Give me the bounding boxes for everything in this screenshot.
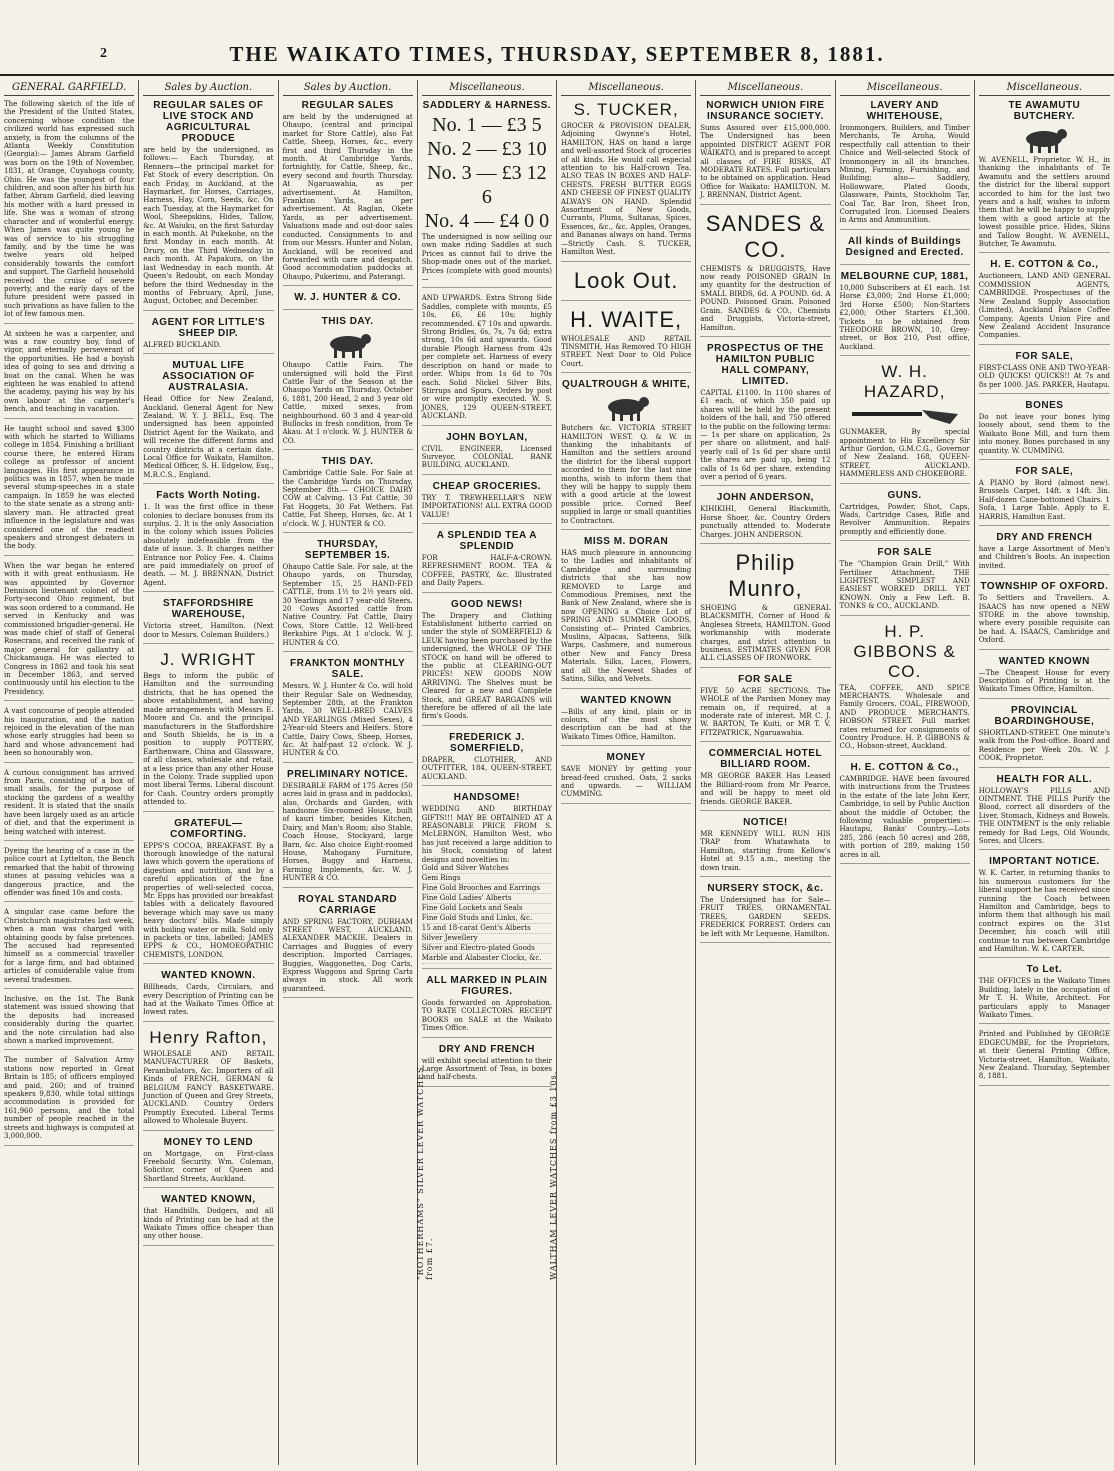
masthead <box>0 42 1114 72</box>
ad-body: 10,000 Subscribers at £1 each. 1st Horse £3,000; 2nd Horse £1,000; 3rd Horse £500; Non-Starters £2,000; Other Starters £1,300. Tickets to be obtained from THEODORE BROWN, 10, Grey-street, or Box 210, Post office, Auckland. <box>839 283 970 351</box>
advertisement-block <box>700 674 830 742</box>
ad-title: WANTED KNOWN, <box>161 1194 256 1206</box>
ad-title: DRY AND FRENCH <box>438 1043 535 1055</box>
list-item: Gold and Silver Watches <box>422 864 552 874</box>
page-number: 2 <box>100 46 109 61</box>
ad-title: FOR SALE, <box>1015 465 1074 477</box>
price-item: No. 3 — £3 12 6 <box>427 162 547 208</box>
ad-title: FREDERICK J. SOMERFIELD, <box>449 731 525 754</box>
ad-body: DESIRABLE FARM of 175 Acres (50 acres laid in grass and in paddocks), also, Orchards and Garden, with handsome Six-roomed House, built of kauri timber, besides Kitchen, Dairy, and Man's Room; also Stable, Coach House, Stockyard, large Barn, &c. Also choice Eight-roomed House, Mahogany Furniture, Horses, Buggy and Harness, Farming Implements, &c. W. J. HUNTER & CO. <box>282 781 413 883</box>
advertisement-block <box>700 550 830 668</box>
column-8 <box>975 80 1114 1465</box>
advertisement-block <box>840 547 970 615</box>
advertisement-block <box>283 456 413 533</box>
advertisement-block <box>700 748 830 811</box>
ad-title: J. WRIGHT <box>160 650 257 670</box>
ad-title: MONEY TO LEND <box>163 1136 254 1148</box>
ad-title: HANDSOME! <box>453 792 520 804</box>
ad-body: CIVIL ENGINEER, Licensed Surveyor, COLONIAL BANK BUILDING, AUCKLAND. <box>421 444 552 470</box>
ad-title: H. P. GIBBONS & CO. <box>853 621 956 681</box>
column-6 <box>696 80 835 1465</box>
ad-body: Auctioneers, LAND AND GENERAL COMMISSION AGENTS, CAMBRIDGE. Prospectuses of the New Zealand Supply Association (Limited), Auckland Palace Coffee Company. Agents Union Fire and New Zealand Accident Insurance Companies. <box>978 272 1110 340</box>
ad-title: WANTED KNOWN <box>998 655 1090 667</box>
column-3 <box>279 80 418 1465</box>
price-list <box>422 113 552 233</box>
advertisement-block <box>4 847 134 902</box>
ad-body: SAVE MONEY by getting your bread-feed crushed. Oats, 2 sacks and upwards. — WILLIAM CUMMING. <box>561 765 692 799</box>
ad-title: NORWICH UNION FIRE INSURANCE SOCIETY. <box>706 100 825 122</box>
ad-body: —The Cheapest House for every Description of Printing is at the Waikato Times Office, Hamilton. <box>978 668 1110 694</box>
advertisement-block <box>283 894 413 999</box>
ad-title: JOHN ANDERSON, <box>716 492 814 504</box>
ad-body: WHOLESALE AND RETAIL TINSMITH, Has Removed TO HIGH STREET. Next Door to Old Police Court. <box>561 334 692 368</box>
ad-title: H. WAITE, <box>570 306 683 332</box>
ad-body: CHEMISTS & DRUGGISTS, Have now ready POISONED GRAIN In any quantity for the destruction of SMALL BIRDS, 6d. A POUND. 6d. A POUND. Poisoned Grain. Poisoned Grain. SANDES & CO., Chemists and Druggists, Victoria-street, Hamilton. <box>700 264 831 332</box>
ad-title: WANTED KNOWN <box>580 694 672 706</box>
advertisement-block <box>561 752 691 804</box>
ad-body: Do not leave your bones lying loosely about, send them to the Waikato Bone Mill, and turn them into money. Bones purchased in any quantity. W. CUMMING. <box>978 412 1110 455</box>
advertisement-block <box>143 360 273 484</box>
ad-body: Billheads, Cards, Circulars, and every Description of Printing can be had at the Waikato Times Office at lowest rates. <box>143 983 274 1017</box>
ad-title: MISS M. DORAN <box>583 536 669 547</box>
advertisement-block <box>143 1137 273 1189</box>
advertisement-block <box>979 705 1110 768</box>
advertisement-block <box>979 532 1110 575</box>
ad-body: Ohaupo Cattle Sale. For sale, at the Ohaupo yards, on Thursday, September 15, 25 HAND-FED CATTLE, from 1½ to 2½ years old. 30 Yearlings and 17 year-old Steers. 20 Cows Assorted cattle from Native Country. Fat Cattle, Dairy Cows, Store Cattle. 12 Well-bred Berkshire Pigs. At 1 o'clock. W. J. HUNTER & CO. <box>282 563 413 647</box>
ad-body: Inclusive, on the 1st. The Bank statement was issued showing that the deposits had increased considerably during the quarter, and the note circulation had also shown a marked improvement. <box>4 995 135 1046</box>
item-list <box>422 864 552 964</box>
columns-container <box>0 80 1114 1471</box>
price-item: No. 4 — £4 0 0 <box>424 210 550 232</box>
ad-body: EPPS'S COCOA, BREAKFAST. By a thorough knowledge of the natural laws which govern the operations of digestion and nutrition, and by a careful application of the fine properties of well-selected cocoa, Mr. Epps has provided our breakfast tables with a delicately flavoured beverage which may save us many heavy doctors' bills. Made simply with boiling water or milk. Sold only in packets or tins, labelled: JAMES EPPS & CO., HOMOEOPATHIC CHEMISTS, LONDON. <box>143 841 274 959</box>
ad-title: Philip Munro, <box>728 550 803 601</box>
advertisement-block <box>840 622 970 756</box>
ad-title: TE AWAMUTU BUTCHERY. <box>1008 100 1081 122</box>
ad-body: SHORTLAND-STREET. One minute's walk from the Post-office. Board and Residence per Week 20s. W. J. COOK, Proprietor. <box>978 728 1110 763</box>
ad-title: REGULAR SALES OF LIVE STOCK AND AGRICULTURAL PRODUCE <box>153 100 264 144</box>
ad-body: on Mortgage, on First-class Freehold Security. Wm. Coleman, Solicitor, corner of Queen and Shortland Streets, Auckland. <box>143 1149 274 1183</box>
advertisement-block <box>422 792 552 969</box>
ad-title: IMPORTANT NOTICE. <box>989 856 1100 868</box>
advertisement-block <box>4 995 134 1050</box>
column-2 <box>139 80 278 1465</box>
ad-body: The Undersigned has for Sale— FRUIT TREES, ORNAMENTAL TREES, GARDEN SEEDS. FREDERICK FORREST. Orders can be left with Mr Lequesne, Hamilton. <box>700 895 831 938</box>
advertisement-block <box>561 307 691 374</box>
ad-body: When the war began he entered with it with great enthusiasm. He was appointed by Governor Dennison lieutenant colonel of the Forty-second Ohio regiment, but was soon ordered to a command. He served in Kentucky and was commissioned brigadier-general. He was made chief of staff of General Rosecrans, and received the rank of major general for gallantry at Chickamauga. He was elected to Congress in 1862 and took his seat in December 1863, and served continuously until his election to the Presidency. <box>4 561 135 696</box>
ad-body: will exhibit special attention to their Large Assortment of Teas, in boxes and half-chests. <box>421 1056 552 1082</box>
ad-title: S. TUCKER, <box>573 100 679 119</box>
ad-body: W. K. Carter, in returning thanks to his numerous customers for the liberal support he has received since running the Coach between Hamilton and Cambridge, begs to inform them that although his mail contract expires on the 31st December, his coach will still continue to run between Cambridge and Hamilton. W. K. CARTER. <box>978 869 1110 953</box>
advertisement-block <box>422 294 552 425</box>
ad-title: Facts Worth Noting. <box>156 490 261 502</box>
ad-title: QUALTROUGH & WHITE, <box>562 379 691 391</box>
advertisement-block <box>979 259 1110 344</box>
ad-title: GUNS. <box>887 489 922 501</box>
ad-title: MUTUAL LIFE ASSOCIATION OF AUSTRALASIA. <box>162 360 255 394</box>
advertisement-block <box>700 883 830 943</box>
ad-body: A vast concourse of people attended his inauguration, and the nation rejoiced in the elevation of the man whose early struggles had been so hard and whose advancement had been so honourably won. <box>4 707 135 758</box>
ad-body: Cartridges, Powder, Shot, Caps, Wads, Cartridge Cases, Rifle and Revolver Ammunition. Repairs promptly and efficiently done. <box>839 502 970 536</box>
masthead-rule <box>0 74 1114 76</box>
column-heading: Miscellaneous. <box>700 80 830 96</box>
advertisement-block <box>561 268 691 301</box>
ad-title: H. E. COTTON & Co., <box>850 761 959 773</box>
ad-title: CHEAP GROCERIES. <box>432 480 542 492</box>
column-heading: Miscellaneous. <box>422 80 552 96</box>
ad-title: NURSERY STOCK, &c. <box>707 882 824 894</box>
ad-title: REGULAR SALES <box>301 100 394 111</box>
advertisement-block <box>700 343 830 486</box>
price-item: No. 2 — £3 10 <box>427 138 547 160</box>
ad-body: Dyeing the hearing of a case in the police court at Lyttelton, the Bench remarked that the habit of throwing stones at passing vehicles was a dangerous practice, and the offender was fined 10s and costs. <box>4 846 135 897</box>
cow-icon <box>1014 124 1074 154</box>
ad-title: To Let. <box>1026 964 1063 976</box>
ad-body: FOR HALF-A-CROWN. REFRESHMENT ROOM. TEA & COFFEE, PASTRY, &c. Illustrated and Daily Papers. <box>421 553 552 588</box>
ad-title: THIS DAY. <box>321 316 374 328</box>
ad-body: TRY T. TREWHEELLAR'S NEW IMPORTATIONS! ALL EXTRA GOOD VALUE! <box>421 493 552 519</box>
ad-body: W. AVENELL, Proprietor. W. H., in thanking the inhabitants of Te Awamutu and the settlers around the district for the liberal support accorded to him for the last two years and a half, wishes to inform them that he will be happy to supply them with a good article at the lowest possible price. Hides, Skins and Tallow Bought. W. AVENELL, Butcher, Te Awamutu. <box>978 156 1110 249</box>
ad-body: A singular case came before the Christchurch magistrates last week, when a man was charged with obtaining goods by false pretences. The accused had represented himself as a commercial traveller for a large firm, and had obtained articles of considerable value from several tradesmen. <box>4 908 135 984</box>
advertisement-block <box>4 562 134 702</box>
ad-title: PROSPECTUS OF THE HAMILTON PUBLIC HALL COMPANY, LIMITED. <box>706 342 824 387</box>
ad-title: MONEY <box>606 752 646 764</box>
advertisement-block <box>143 650 273 812</box>
advertisement-block <box>700 100 830 205</box>
ad-title: PROVINCIAL BOARDINGHOUSE, <box>994 704 1095 727</box>
column-heading: Sales by Auction. <box>283 80 413 96</box>
ad-body: FIVE 50 ACRE SECTIONS. The WHOLE of the Pardsen Money may remain on, if required, at a moderate rate of interest. MR C. J. W. BARTON, Te Kuiti, or MR T. V. FITZPATRICK, Ngaruawahia. <box>700 686 831 737</box>
list-item: Fine Gold Ladies' Alberts <box>422 894 552 904</box>
ad-body: MR GEORGE BAKER Has Leased the Billiard-room from Mr Pearce, and will be happy to meet old friends. GEORGE BAKER. <box>700 772 831 806</box>
ad-body: FIRST-CLASS ONE AND TWO-YEAR-OLD QUICKS! QUICKS!! At 7s and 8s per 1000. JAS. PARKER, Hautapu. <box>978 363 1110 389</box>
ad-title: NOTICE! <box>743 816 788 828</box>
list-item: Silver and Electro-plated Goods <box>422 944 552 954</box>
list-item: Fine Gold Lockets and Seals <box>422 904 552 914</box>
advertisement-block <box>143 598 273 644</box>
advertisement-block <box>979 964 1110 1024</box>
ad-title: All kinds of Buildings Designed and Erected. <box>845 235 964 258</box>
advertisement-block <box>979 1030 1110 1085</box>
vertical-watch-text-left: "ROTHERHAMS" SILVER LEVER WATCHES from £7. <box>415 1066 434 1280</box>
advertisement-block <box>4 908 134 989</box>
advertisement-block <box>840 100 970 230</box>
ad-title: HEALTH FOR ALL. <box>996 773 1093 785</box>
ad-title: WANTED KNOWN. <box>161 970 256 982</box>
advertisement-block <box>143 970 273 1022</box>
list-item: Fine Gold Brooches and Earrings <box>422 884 552 894</box>
ad-body: Goods forwarded on Approbation. TO RATE COLLECTORS. RECEIPT BOOKS on SALE at the Waikato Times Office. <box>421 998 552 1033</box>
advertisement-block <box>840 490 970 542</box>
ad-body: have a Large Assortment of Men's and Children's Boots. An inspection invited. <box>978 545 1110 570</box>
advertisement-block <box>143 490 273 592</box>
column-heading: Miscellaneous. <box>561 80 691 96</box>
ad-body: TEA, COFFEE, AND SPICE MERCHANTS. Wholesale and Family Grocers, COAL, FIREWOOD, AND PRODUCE MERCHANTS. HOBSON STREET. Full market rates returned for consignments of Country Produce. H. P. GIBBONS & CO., Hobson-street, Auckland. <box>839 683 970 751</box>
column-heading: Miscellaneous. <box>840 80 970 96</box>
ad-body: are held by the undersigned at Ohaupo, (central and principal market for Store Cattle), also Fat Cattle, Sheep, Horses, &c., every first and third Thursday in the month. At Cambridge Yards, fortnightly, for Cattle, Sheep, &c., every second and fourth Thursday. At Ngaruawahia, as per advertisement. At Hamilton, Frankton Yards, as per advertisement. At Raglan, Okete Yards, as per advertisement. Valuations made and out-door sales conducted. Consignments to and from our Messrs. Hunter and Nolan, Auckland, will be received and forwarded with care and despatch. Good accommodation paddocks at Ohaupo, Pukerimu, and Paterangi. <box>282 113 413 281</box>
ad-body: GROCER & PROVISION DEALER, Adjoining Gwynne's Hotel, HAMILTON, HAS on hand a large and well-assorted Stock of groceries of all kinds. He would call especial attention to his Half-crown Tea. ALSO TEAS IN BOXES AND HALF-CHESTS. FRESH BUTTER EGGS AND CHEESE OF FINEST QUALITY ALWAYS ON HAND. Splendid Assortment of New Goods, Currants, Plums, Sultanas, Spices, Essences, &c., &c. Apples, Oranges, and Bananas always on hand. Terms—Strictly Cash. S. TUCKER, Hamilton West. <box>561 122 692 257</box>
advertisement-block <box>422 432 552 475</box>
cow-icon <box>318 329 378 359</box>
advertisement-block <box>283 769 413 888</box>
advertisement-block <box>422 599 552 726</box>
advertisement-block <box>561 379 691 530</box>
ad-title: W. J. HUNTER & CO. <box>294 292 402 304</box>
ad-body: DRAPER, CLOTHIER, AND OUTFITTER, 184, QUEEN-STREET, AUCKLAND. <box>421 755 552 781</box>
ad-title: JOHN BOYLAN, <box>446 431 528 443</box>
ad-body: At sixteen he was a carpenter, and was a raw country boy, fond of vigor, and eternally perseverant of the opportunities. He had a boyish idea of going to sea and driving a boat on the canal. When he was eighteen he was enabled to attend the academy, paying his way by his own labour at the carpenter's bench, and teaching in vacation. <box>4 329 135 414</box>
advertisement-block <box>979 656 1110 699</box>
advertisement-block <box>561 536 691 689</box>
ad-title: FRANKTON MONTHLY SALE. <box>290 658 406 681</box>
advertisement-block <box>561 695 691 747</box>
list-item: 15 and 18-carat Gent's Alberts <box>422 924 552 934</box>
ad-body: —Bills of any kind, plain or in colours, of the most showy description can be had at the Waikato Times Office, Hamilton. <box>561 707 692 741</box>
advertisement-block <box>4 1056 134 1145</box>
ad-title: TOWNSHIP OF OXFORD. <box>980 581 1109 593</box>
cow-icon <box>596 392 656 422</box>
ad-body: The number of Salvation Army stations now reported in Great Britain is 185; of officers employed and paid, 260; and of trained speakers 9,830, while total sittings accommodation is provided for 161,960 persons, and the total number of people reached in the streets and highways is computed at 3,000,000. <box>4 1056 135 1141</box>
column-heading: Sales by Auction. <box>143 80 273 96</box>
ad-body: HOLLOWAY'S PILLS AND OINTMENT. THE PILLS Purify the Blood, correct all disorders of the Liver, Stomach, Kidneys and Bowels. THE OINTMENT is the only reliable remedy for Bad Legs, Old Wounds, Sores, and Ulcers. <box>978 786 1110 845</box>
ad-title: AGENT FOR LITTLE'S SHEEP DIP. <box>151 316 266 339</box>
ad-body: ALFRED BUCKLAND. <box>143 340 222 349</box>
ad-body: Victoria street, Hamilton. (Next door to Messrs. Coleman Builders.) <box>143 622 274 639</box>
ad-body: Printed and Published by GEORGE EDGECUMBE, for the Proprietors, at their General Printing Office, Victoria-street, Hamilton, Waikato, New Zealand. Thursday, September 8, 1881. <box>978 1030 1110 1081</box>
ad-title: Henry Rafton, <box>149 1027 268 1047</box>
ad-title: MELBOURNE CUP, 1881, <box>840 270 969 282</box>
ad-title: GOOD NEWS! <box>451 598 523 610</box>
column-7 <box>836 80 975 1465</box>
ad-title: GRATEFUL—COMFORTING. <box>170 817 247 840</box>
advertisement-block <box>979 581 1110 649</box>
ad-body: GUNMAKER, By special appointment to His Excellency Sir Arthur Gordon, G.M.C.G., Governor of New Zealand. 168, QUEEN-STREET, AUCKLAND. HAMMERLESS AND CHOKEBORE. <box>839 428 970 479</box>
advertisement-block <box>840 236 970 265</box>
advertisement-block <box>283 292 413 310</box>
advertisement-block <box>979 400 1110 460</box>
advertisement-block <box>422 100 552 288</box>
advertisement-block <box>4 769 134 841</box>
advertisement-block <box>143 317 273 354</box>
advertisement-block <box>561 100 691 262</box>
advertisement-block <box>979 856 1110 958</box>
ad-title: Look Out. <box>573 267 679 293</box>
ad-body: The Drapery and Clothing Establishment hitherto carried on under the style of SOMERFIELD & LEUK having been purchased by the undersigned, the WHOLE OF THE STOCK on hand will be offered to the public at CLEARING-OUT PRICES! NEW GOODS NOW ARRIVING. The Shelves must be Cleared for a new and Complete Stock, and GREAT BARGAINS will therefore be offered of all the late firm's Goods. <box>421 611 552 721</box>
ad-body: HAS much pleasure in announcing to the Ladies and inhabitants of Cambridge and surrounding districts that she has now REMOVED to Large and Commodious Premises, next the Bank of New Zealand, where she is now OPENING a Choice Lot of SPRING AND SUMMER GOODS, Consisting of— Printed Cambrics, Muslins, Alpacas, Satteens, Silk Warps, Cashmere, and numerous other New and Fancy Dress Materials. Silks, Laces, Flowers, and all the Newest Shades of Satins, Silks, and Velvets. <box>561 549 692 684</box>
ad-body: SHOEING & GENERAL BLACKSMITH, Corner of Hood & Anglesea Streets, HAMILTON. Good workmanship with moderate charges, and strict attention to business. ESTIMATES GIVEN FOR ALL CLASSES OF IRONWORK. <box>700 604 831 663</box>
ad-title: PRELIMINARY NOTICE. <box>287 768 409 780</box>
ad-body: AND UPWARDS. Extra Strong Side Saddles, complete with mounts, £5 10s, £6, £6 10s; highly recommended. £7 10s and upwards. Strong Bridles, 6s, 7s, 7s 6d; extra strong, 10s 6d and upwards. Good durable Plough Harness from 42s per complete set. Harness of every description on hand or made to order. Whips from 1s 6d to 70s each. Solid Nickel Silver Bits, Stirrups and Spurs. Orders by post or wire promptly executed. W. S. JONES, 129 QUEEN-STREET, AUCKLAND. <box>421 294 552 421</box>
ad-body: To Settlers and Travellers. A. ISAACS has now opened a NEW STORE in the above township, where every possible requisite can be had. A. ISAACS, Cambridge and Oxford. <box>978 594 1110 645</box>
ad-body: He taught school and saved $300 with which he started to Williams college in 1854. Finishing a brilliant course there, he entered Hiram college as professor of ancient languages. His first appearance in politics was in 1857, when he made several stump-speeches in a state campaign. In 1859 he was elected to the state senate as a strong anti-slavery man. He attracted great influence in the legislature and was considered one of the readiest speakers and strongest debaters in the body. <box>4 424 135 551</box>
ad-body: CAPITAL £1100. In 1100 shares of £1 each, of which 350 paid up shares will be held by the present holders of the hall, and 750 offered to the public on the following terms:— 1s per share on application, 2s per share on allotment, and half-yearly call of 1s 6d per share until the shares are paid up, being 12 calls of 1s 6d per share, extending over a period of 6 years. <box>700 388 831 481</box>
ad-title: BONES <box>1025 399 1064 411</box>
ad-title: SANDES & CO. <box>705 210 825 262</box>
advertisement-block <box>979 466 1110 526</box>
ad-title: ALL MARKED IN PLAIN FIGURES. <box>426 974 548 997</box>
column-5 <box>557 80 696 1465</box>
advertisement-block <box>283 100 413 286</box>
price-item: No. 1 — £3 5 <box>432 114 542 136</box>
ad-body: WHOLESALE AND RETAIL MANUFACTURER OF Baskets, Perambulators, &c. Importers of all Kinds of FRENCH, GERMAN & BELGIUM FANCY BASKETWARE. Junction of Queen and Grey Streets, AUCKLAND. Country Orders Promptly Executed. Liberal Terms allowed to Wholesale Buyers. <box>143 1049 274 1126</box>
ad-body: WEDDING AND BIRTHDAY GIFTS!!! MAY BE OBTAINED AT A REASONABLE PRICE FROM S. McLERNON, Hamilton West, who has just received a large addition to his Stock, consisting of latest designs and novelties in: <box>421 805 552 864</box>
ad-body: Ironmongers, Builders, and Timber Merchants, Te Aroha, Would respectfully call attention to their Choice and Well-selected Stock of Ironmongery in all its branches. Mining, Farming, Furnishing, and Building; also— Saddlery, Hollowware, Plated Goods, Glassware, Paints, Stockholm Tar, Coal Tar, Bar Iron, Sheet Iron, Corrugated Iron. Licensed Dealers in Arms and Ammunition. <box>839 124 970 225</box>
advertisement-block <box>979 774 1110 851</box>
advertisement-block <box>422 530 552 593</box>
advertisement-block <box>700 492 830 544</box>
list-item: Silver Jewellery <box>422 934 552 944</box>
ad-title: FOR SALE <box>738 673 793 685</box>
ad-body: Butchers &c. VICTORIA STREET HAMILTON WEST. Q. & W. in thanking the inhabitants of Hamilton and the settlers around the district for the liberal support accorded to them for the last nine months, wish to inform them that they will be happy to supply them with a good article at the lowest possible price. Corned Beef supplied in large or small quantities to Contractors. <box>561 424 692 525</box>
advertisement-block <box>422 975 552 1038</box>
ad-body: Messrs. W. J. Hunter & Co. will hold their Regular Sale on Wednesday, September 28th, at the Frankton Yards, 30 WELL-BRED CALVES AND YEARLINGS (Mixed Sexes), 4 2-Year-old Steers and Heifers. Store Cattle, Dairy Cows, Sheep, Horses, &c. At half-past 12 o'clock. W. J. HUNTER & CO. <box>282 682 413 758</box>
ad-title: THIS DAY. <box>321 456 374 468</box>
ad-body: that Handbills, Dodgers, and all kinds of Printing can be had at the Waikato Times office cheaper than any other house. <box>143 1207 274 1241</box>
ad-title: LAVERY AND WHITEHOUSE, <box>866 100 943 122</box>
ad-body: A PIANO by Bord (almost new). Brussels Carpet, 14ft. x 14ft. 3in. Half-dozen Cane-bottomed Chairs. 1 Sofa, 1 Large Table. Apply to E. HARRIS, Hamilton East. <box>978 478 1110 521</box>
column-1 <box>0 80 139 1465</box>
ad-body: 1. It was the first office in these colonies to declare bonuses from its surplus. 2. It is the only Association in the colony which issues Policies absolutely indefeasible from the date of issue. 3. It charges neither Entrance nor Policy Fee. 4. Claims are paid immediately on proof of death. — M. J. BRENNAN, District Agent. <box>143 503 274 587</box>
advertisement-block <box>840 362 970 483</box>
list-item: Marble and Alabaster Clocks, &c. <box>422 954 552 964</box>
ad-body: AND SPRING FACTORY, DURHAM STREET WEST, AUCKLAND. ALEXANDER MACKIE. Dealers in Carriages and Buggies of every description. Imported Carriages, Buggies, Waggonettes, Dog Carts, Express Waggons and Spring Carts always in stock. All work guaranteed. <box>282 917 413 993</box>
advertisement-block <box>700 817 830 877</box>
advertisement-block <box>283 539 413 652</box>
advertisement-block <box>4 707 134 762</box>
masthead-title: THE WAIKATO TIMES, THURSDAY, SEPTEMBER 8, 1881. <box>229 42 885 66</box>
ad-body: Begs to inform the public of Hamilton and the surrounding districts, that he has opened the above establishment, and having made arrangements with Messrs E. Moore and Co. and the principal manufacturers in the Staffordshire and South Shields, he is in a position to supply POTTERY, Earthenware, China and Glassware, of all classes, wholesale and retail, at a less price than any other House in the Colony. Trade supplied upon most liberal Terms. Liberal discount for Cash. Country orders promptly attended to. <box>143 672 274 807</box>
advertisement-block <box>143 1194 273 1246</box>
ad-body: Sums Assured over £15,000,000. The Undersigned has been appointed DISTRICT AGENT FOR WAIKATO, and is prepared to accept all classes of FIRE RISKS, AT MODERATE RATES. Full particulars to be obtained on application. Head Office for Waikato: HAMILTON. M. J. BRENNAN, District Agent. <box>700 124 831 200</box>
list-item: Fine Gold Studs and Links, &c. <box>422 914 552 924</box>
column-heading: GENERAL GARFIELD. <box>4 80 134 96</box>
advertisement-block <box>283 658 413 763</box>
ad-body: The "Champion Grain Drill," With Fertiliser Attachment. THE LIGHTEST, SIMPLEST AND EASIEST WORKED DRILL YET KNOWN. Only a Few Left. B. TONKS & CO., AUCKLAND. <box>839 560 970 611</box>
advertisement-block <box>979 100 1110 253</box>
advertisement-block <box>840 271 970 356</box>
ad-body: CAMBRIDGE. HAVE been favoured with instructions from the Trustees in the estate of the late John Kerr, Cambridge, to sell by Public Auction about the middle of October, the following valuable properties:— Hautapu, Banks' Country.—Lots 285, 286 (each 50 acres) and 288, with portion of 289, making 150 acres in all. <box>839 774 970 859</box>
ad-title: DRY AND FRENCH <box>996 532 1093 543</box>
ad-title: SADDLERY & HARNESS. <box>422 100 552 111</box>
ad-body: The following sketch of the life of the President of the United States, concerning whose condition the civilized world has expressed such anxiety, is from the columns of the Atlanta Weekly Constitution (Georgia):— James Abram Garfield was born on the 19th of November, 1831, at Orange, Cuyahoga county, Ohio. He was the youngest of four children, and soon after his birth his father, Abram Garfield, died leaving his mother with a hard pressed in life. She was a woman of strong character and of wonderful energy. When James was quite young he was of service to his struggling family, and by the time he was twelve years old helped considerably towards the comfort and support. The Garfield household received the cruise of severe poverty, and the early days of the future president were passed in such privations as have fallen to the lot of few famous men. <box>4 100 135 319</box>
ad-title: ROYAL STANDARD CARRIAGE <box>298 893 398 916</box>
vertical-watch-text-right: WALTHAM LEVER WATCHES from £3 10s. <box>549 1070 558 1280</box>
advertisement-block <box>4 425 134 556</box>
ad-body: A curious consignment has arrived from Paris, consisting of a box of small snails, for the purpose of stocking the gardens of a wealthy resident. It is stated that the snails have been largely used as an article of diet, and that the experiment is being watched with interest. <box>4 768 135 836</box>
ad-title: STAFFORDSHIRE WAREHOUSE, <box>162 598 254 621</box>
column-heading: Miscellaneous. <box>979 80 1110 96</box>
advertisement-block <box>422 1044 552 1087</box>
ad-body: THE OFFICES in the Waikato Times Building, lately in the occupation of Mr T. H. White, Architect. For particulars apply to Manager Waikato Times. <box>978 977 1110 1020</box>
ad-body: MR KENNEDY WILL RUN HIS TRAP from Whatawhata to Hamilton, starting from Kellow's Hotel at 9.15 a.m., meeting the down train. <box>700 829 831 872</box>
advertisement-block <box>283 316 413 450</box>
column-4 <box>415 80 558 1465</box>
advertisement-block <box>143 100 273 311</box>
advertisement-block <box>979 351 1110 394</box>
advertisement-block <box>4 100 134 324</box>
advertisement-block <box>143 1028 273 1131</box>
ad-title: H. E. COTTON & Co., <box>990 259 1099 271</box>
advertisement-block <box>4 330 134 419</box>
gun-icon <box>850 404 960 426</box>
ad-title: A SPLENDID TEA A SPLENDID <box>436 529 537 552</box>
ad-body: Head Office for New Zealand, Auckland. General Agent for New Zealand, W. Y. J. BELL, Esq. The undersigned has been appointed District Agent for the Waikato, and will receive the different forms and country districts at a certain date. Local Office for Waikato, Hamilton. Medical Officer, S. H. Edgelow, Esq., M.R.C.S., England. <box>143 395 274 479</box>
ad-body: The undersigned is now selling our own make riding Saddles at such Prices as cannot fail to drive the Shop-made ones out of the market. Prices (complete with good mounts)— <box>421 233 552 284</box>
ad-title: COMMERCIAL HOTEL BILLIARD ROOM. <box>708 748 823 771</box>
ad-body: are held by the undersigned, as follows:— Each Thursday, at Rennera—the principal market for Fat Stock of every description. On each Friday, in Auckland, at the Haymarket, for Horses, Carriages, Harness, Hay, Corn, Seeds, &c. On each Tuesday, at the Haymarket for Wool, Sheepskins, Hides, Tallow, &c. At Waiuku, on the first Saturday in each month. At Pukekohe, on the first Monday in each month. At Drury, on the Third Wednesday in each month. At Papakura, on the last Wednesday in each month. At Queen's Redoubt, on each Monday before the third Wednesday in the months of February, April, June, August, October, and December. <box>143 146 274 306</box>
list-item: Gem Rings <box>422 874 552 884</box>
ad-body: Cambridge Cattle Sale. For Sale at the Cambridge Yards on Thursday, September 8th.— CHOICE DAIRY COW at Calving. 13 Fat Cattle, 30 Fat Hoggets, 30 Fat Wethers. Fat Cattle, Fat Sheep, Horses, &c. At 1 o'clock. W. J. HUNTER & CO. <box>282 469 413 528</box>
ad-body: Ohaupo Cattle Fairs. The undersigned will hold the First Cattle Fair of the Season at the Ohaupo Yards on Thursday, October 6, 1881, 200 Head, 2 and 3 year old Cattle, mixed sexes, from neighbourhood. 60 3 and 4 year-old Bullocks in fresh condition, from Te Akau. At 1 o'clock. W. J. HUNTER & CO. <box>282 361 413 445</box>
advertisement-block <box>422 481 552 524</box>
advertisement-block <box>700 211 830 337</box>
advertisement-block <box>840 762 970 864</box>
ad-body: KIHIKIHI, General Blacksmith, Horse Shoer, &c. Country Orders punctually attended to. Moderate Charges. JOHN ANDERSON. <box>700 505 831 539</box>
ad-title: W. H. HAZARD, <box>863 362 946 402</box>
ad-title: FOR SALE, <box>1015 350 1074 362</box>
ad-title: THURSDAY, SEPTEMBER 15. <box>304 539 391 562</box>
ad-title: FOR SALE <box>877 547 932 559</box>
advertisement-block <box>422 732 552 786</box>
advertisement-block <box>143 818 273 965</box>
